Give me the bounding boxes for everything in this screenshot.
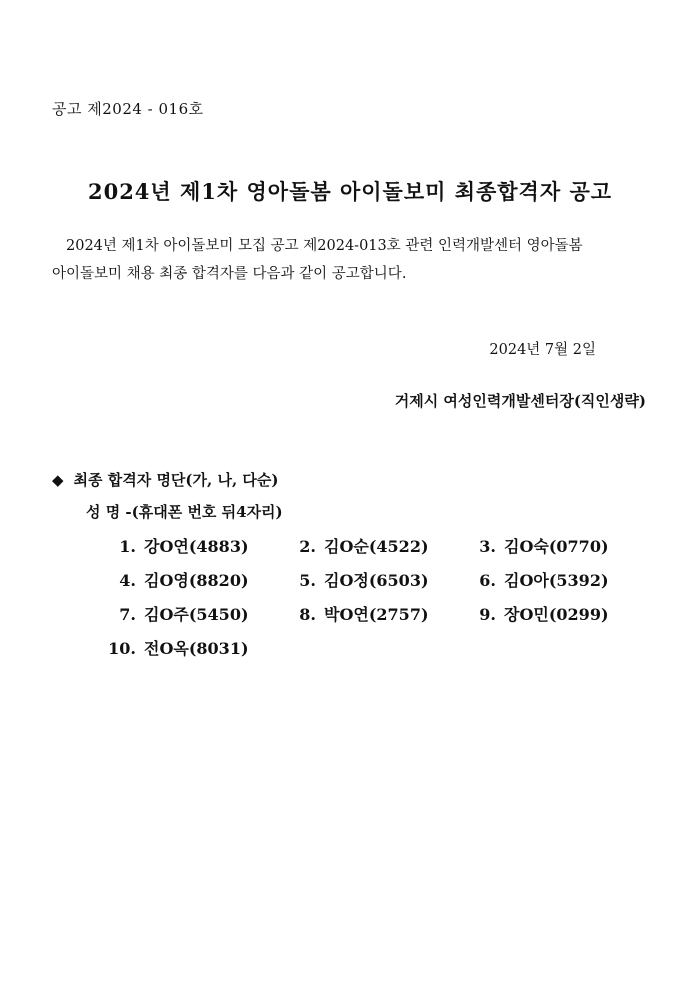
list-item: 10. 전O옥(8031) [108,639,249,658]
list-item: 4. 김O영(8820) [119,571,249,590]
intro-line-2: 아이돌보미 채용 최종 합격자를 다음과 같이 공고합니다. [52,266,407,282]
list-item: 1. 강O연(4883) [119,537,249,556]
document-title: 2024년 제1차 영아돌봄 아이돌보미 최종합격자 공고 [87,179,613,204]
issuer-signature: 거제시 여성인력개발센터장(직인생략) [394,392,646,410]
list-item: 3. 김O숙(0770) [479,537,609,556]
list-item: 5. 김O정(6503) [299,571,429,590]
notice-date: 2024년 7월 2일 [489,342,596,358]
list-header: 성 명 -(휴대폰 번호 뒤4자리) [86,503,283,521]
intro-paragraph [52,232,662,288]
list-item: 2. 김O순(4522) [299,537,429,556]
list-item: 8. 박O연(2757) [299,605,429,624]
intro-line-1: 2024년 제1차 아이돌보미 모집 공고 제2024-013호 관련 인력개발센터 영아돌봄 [66,238,583,254]
section-title: 최종 합격자 명단(가, 나, 다순) [73,471,279,489]
list-item: 7. 김O주(5450) [119,605,249,624]
candidate-list [106,536,636,660]
diamond-bullet-icon: ◆ [52,471,64,489]
notice-number: 공고 제2024 - 016호 [52,100,204,118]
list-item: 9. 장O민(0299) [479,605,609,624]
list-item: 6. 김O아(5392) [479,571,609,590]
section-heading [52,469,278,490]
